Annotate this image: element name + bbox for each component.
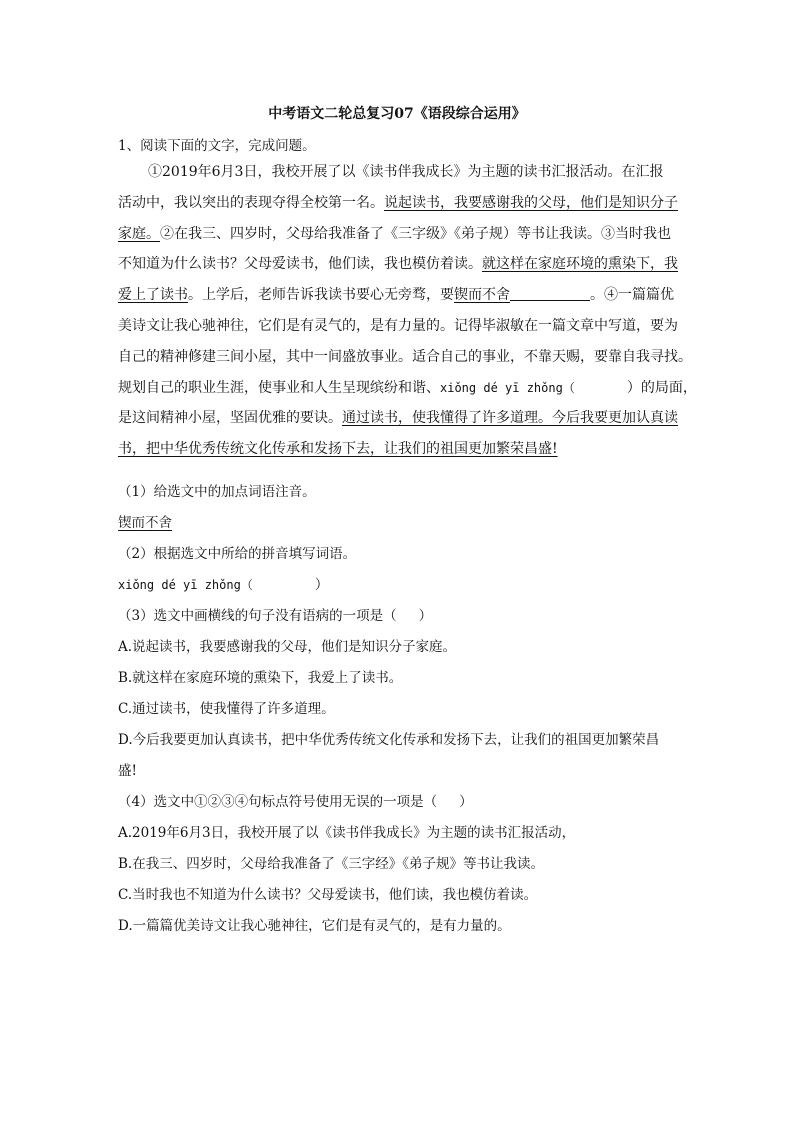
passage-line: 规划自己的职业生涯，使事业和人生呈现缤纷和谐、xiǒng dé yī zhǒng（ ）的局面，: [118, 379, 697, 396]
subquestion-4-option-b: B.在我三、四岁时，父母给我准备了《三字经》《弟子规》等书让我读。: [118, 856, 544, 872]
document-title: 中考语文二轮总复习07《语段综合运用》: [268, 106, 526, 122]
subquestion-4-option-a: A.2019年6月3日，我校开展了以《读书伴我成长》为主题的读书汇报活动，: [118, 825, 576, 841]
passage-line: 爱上了读书。上学后，老师告诉我读书要心无旁骛，要锲而不舍 。④一篇篇优: [118, 287, 674, 304]
underlined-sentence-d: 书，把中华优秀传统文化传承和发扬下去，让我们的祖国更加繁荣昌盛!: [118, 441, 558, 458]
passage-line: 不知道为什么读书？父母爱读书，他们读，我也模仿着读。就这样在家庭环境的熏染下，我: [118, 256, 678, 273]
subquestion-2-pinyin-line: xiǒng dé yī zhǒng（ ）: [118, 577, 329, 593]
reading-passage: [118, 157, 697, 465]
question-number: 1、: [118, 138, 141, 154]
subquestion-3-label-line: （3）选文中画横线的句子没有语病的一项是（ ）: [118, 608, 433, 624]
answer-blank[interactable]: [510, 286, 590, 301]
underlined-sentence-b: 就这样在家庭环境的熏染下，我: [482, 256, 678, 273]
question-heading: [118, 134, 316, 154]
subquestion-1-label: （1）给选文中的加点词语注音。: [118, 484, 316, 500]
subquestion-4-option-d: D.一篇篇优美诗文让我心驰神往，它们是有灵气的，是有力量的。: [118, 918, 511, 934]
passage-line: 活动中，我以突出的表现夺得全校第一名。说起读书，我要感谢我的父母，他们是知识分子: [118, 194, 678, 211]
underlined-sentence-a: 说起读书，我要感谢我的父母，他们是知识分子: [384, 194, 678, 211]
underlined-sentence-a-end: 家庭。: [118, 225, 160, 242]
subquestion-4-label: （4）选文中①②③④句标点符号使用无误的一项是（: [118, 794, 438, 810]
passage-line: 美诗文让我心驰神往，它们是有灵气的，是有力量的。记得毕淑敏在一篇文章中写道，要为: [118, 317, 678, 334]
subquestion-2-pinyin: xiǒng dé yī zhǒng（: [118, 578, 253, 592]
subquestion-3-label: （3）选文中画横线的句子没有语病的一项是（: [118, 608, 397, 624]
subquestion-3-option-d-cont: 盛!: [118, 763, 137, 779]
passage-line: 自己的精神修建三间小屋，其中一间盛放事业。适合自己的事业，不靠天赐，要靠自我寻找。: [118, 348, 692, 365]
subquestion-3-option-d: D.今后我要更加认真读书，把中华优秀传统文化传承和发扬下去，让我们的祖国更加繁荣昌: [118, 732, 660, 748]
subquestion-1-word: 锲而不舍: [118, 515, 172, 531]
passage-line: 家庭。②在我三、四岁时，父母给我准备了《三字级》《弟子规）等书让我读。③当时我也: [118, 225, 671, 242]
underlined-sentence-b-end: 爱上了读书: [118, 287, 188, 304]
subquestion-4-option-c: C.当时我也不知道为什么读书？父母爱读书，他们读，我也模仿着读。: [118, 887, 538, 903]
subquestion-3-option-a: A.说起读书，我要感谢我的父母，他们是知识分子家庭。: [118, 639, 457, 655]
subquestion-3-option-b: B.就这样在家庭环境的熏染下，我爱上了读书。: [118, 670, 403, 686]
question-prompt: 阅读下面的文字，完成问题。: [140, 138, 316, 154]
underlined-sentence-c: 通过读书，使我懂得了许多道理。今后我要更加认真读: [342, 410, 678, 427]
pinyin-text: xiǒng dé yī zhǒng（: [440, 380, 575, 395]
passage-line: ①2019年6月3日，我校开展了以《读书伴我成长》为主题的读书汇报活动。在汇报: [148, 164, 664, 180]
passage-line: 是这间精神小屋，坚固优雅的要诀。通过读书，使我懂得了许多道理。今后我要更加认真读: [118, 410, 678, 427]
subquestion-3-option-c: C.通过读书，使我懂得了许多道理。: [118, 701, 335, 717]
subquestion-2-label: （2）根据选文中所给的拼音填写词语。: [118, 546, 357, 562]
dotted-word: 锲而不舍: [454, 287, 510, 304]
subquestion-4-label-line: （4）选文中①②③④句标点符号使用无误的一项是（ ）: [118, 794, 473, 810]
passage-line: [118, 434, 678, 465]
